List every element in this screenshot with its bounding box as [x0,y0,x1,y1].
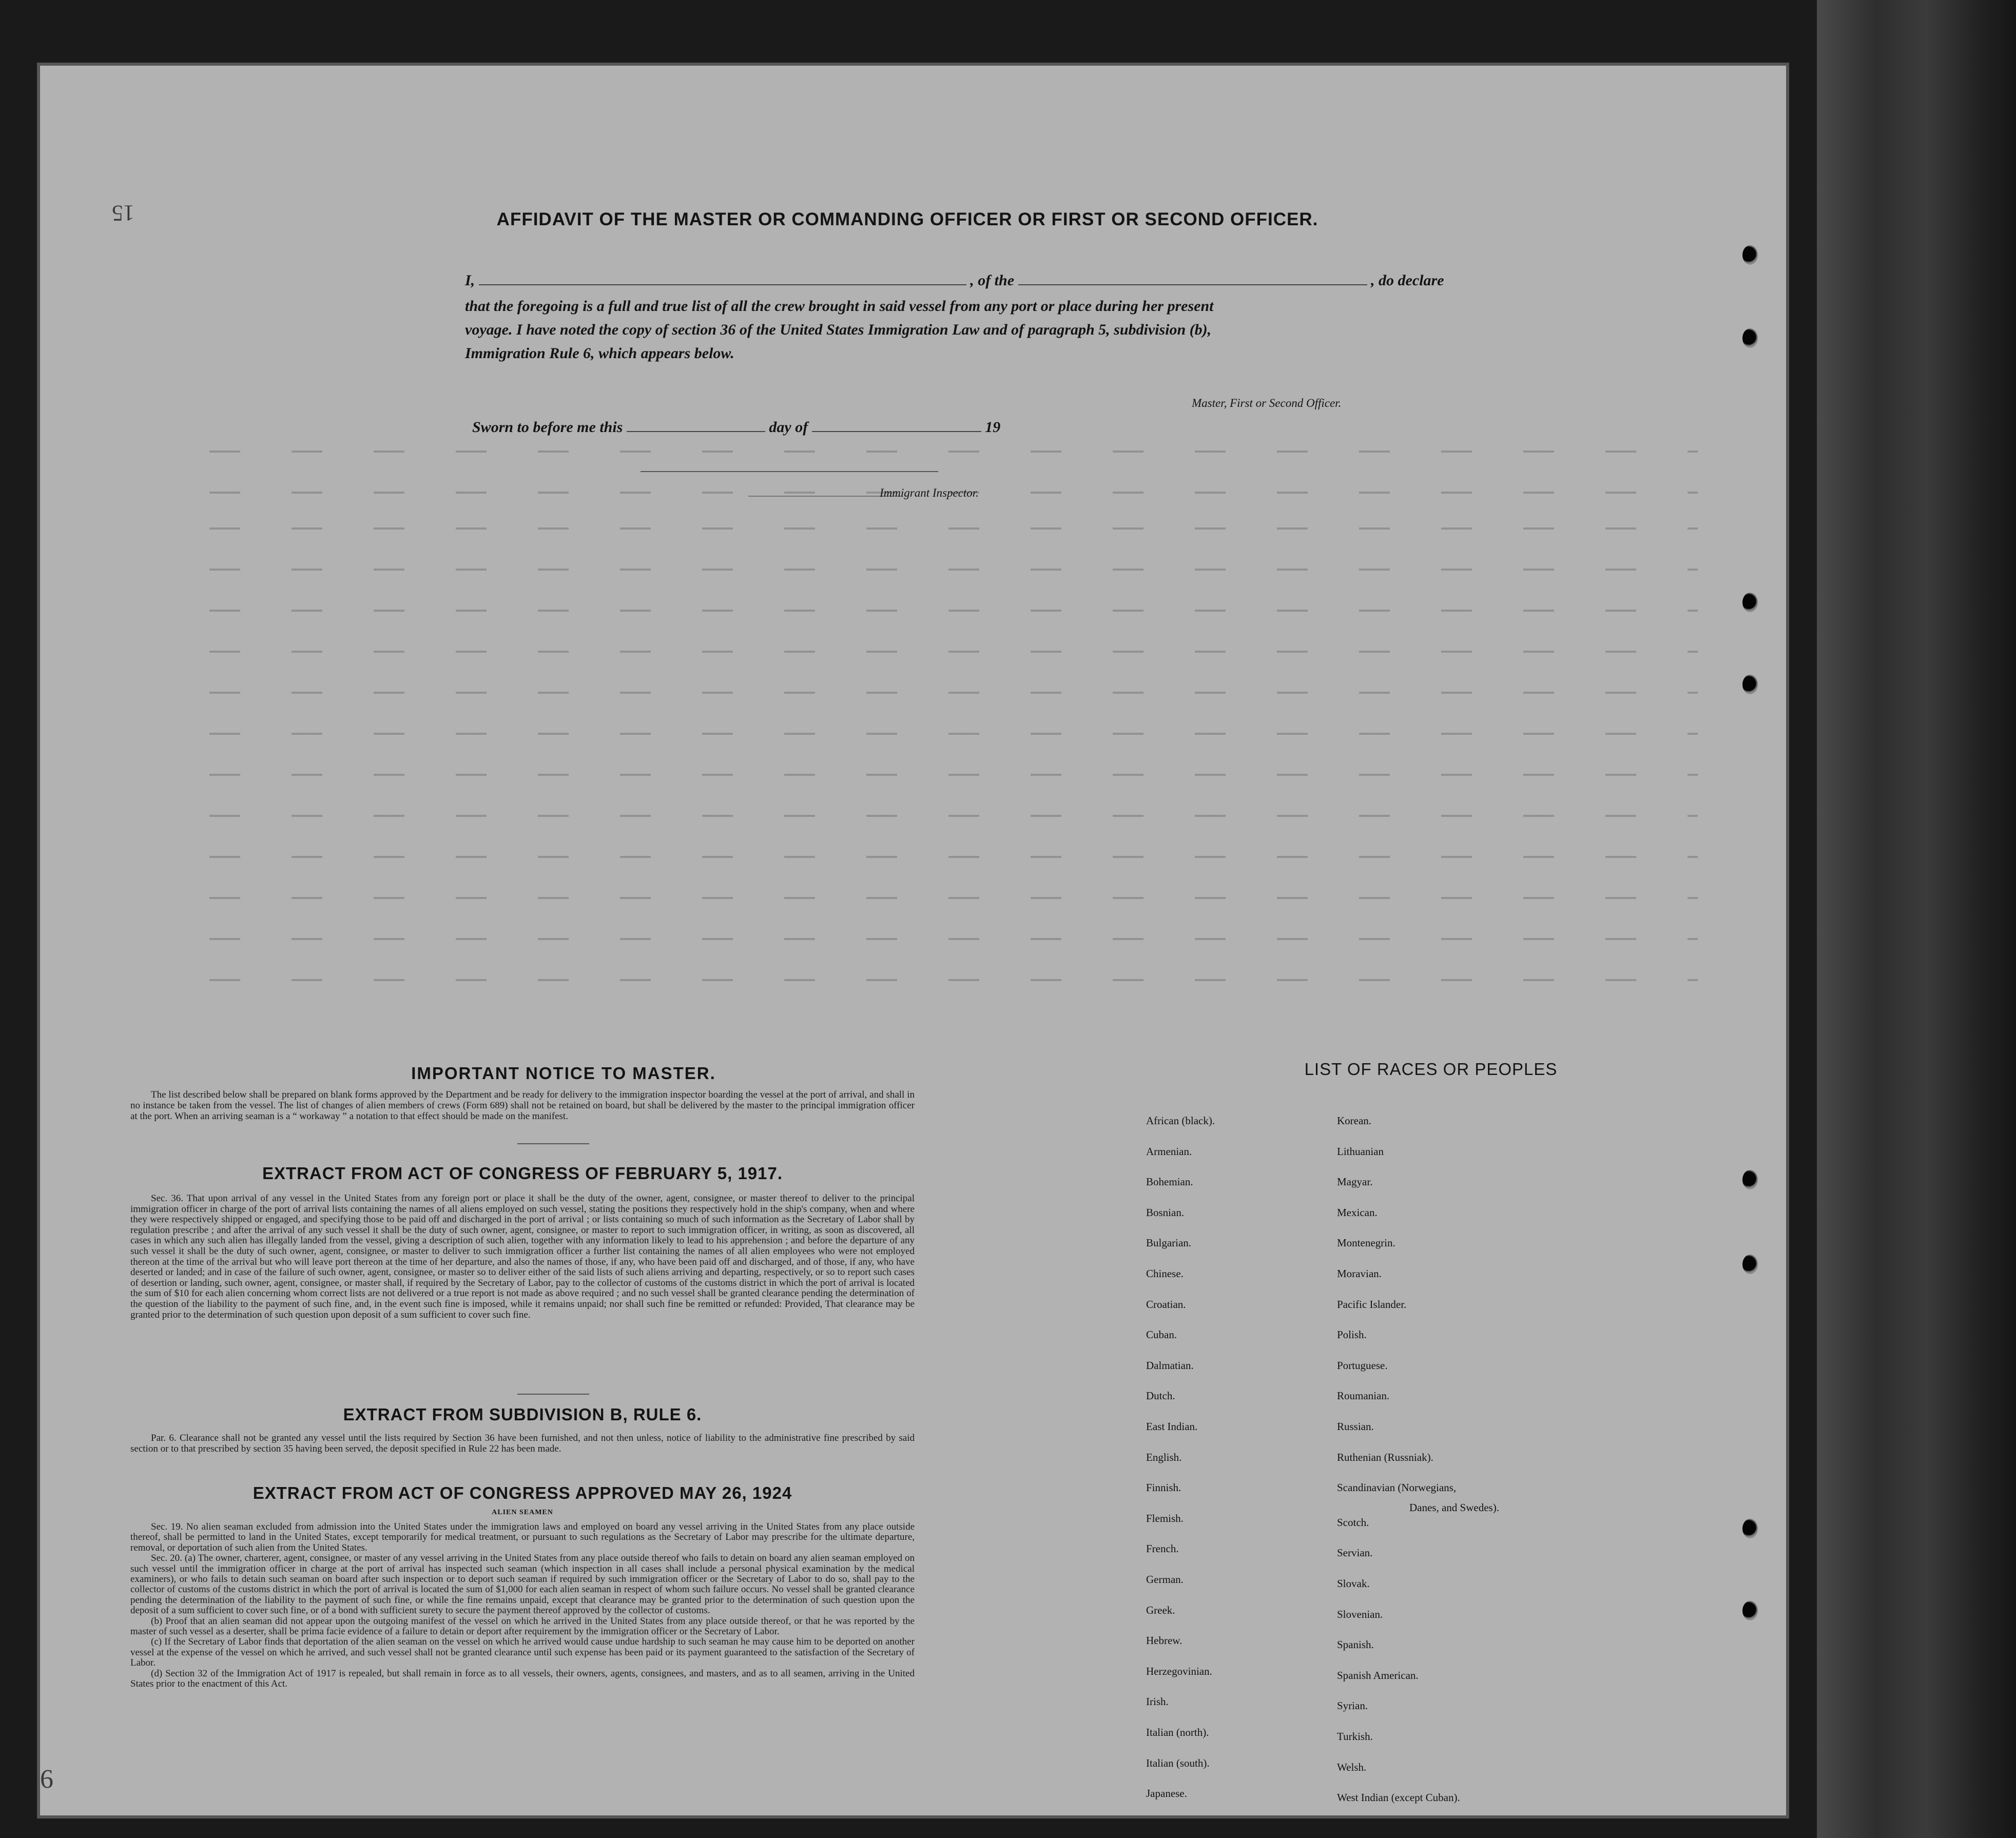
notice-text: The list described below shall be prepared on blank forms approved by the Department and be ready for delivery to the immigration inspector boarding the vessel at the port of arrival, and shall in no instance be taken from the vessel. The list of changes of alien members of crews (Form 689) shall not be retained on board, but shall be delivered by the master to the principal immigration officer at the port. When an arriving seaman is a “ workaway ” a notation to that effect should be made on the manifest. [130,1089,915,1122]
notice-title: IMPORTANT NOTICE TO MASTER. [411,1064,716,1083]
race-item: Roumanian. [1337,1390,1390,1402]
bleed-through-row [209,451,1698,453]
bleed-through-row [209,897,1698,899]
extract-1924-title: EXTRACT FROM ACT OF CONGRESS APPROVED MAY 26, 1924 [253,1483,792,1502]
name-blank [479,271,966,285]
race-item: German. [1146,1573,1184,1586]
race-item: Greek. [1146,1604,1175,1616]
affidavit-line-3: voyage. I have noted the copy of section 36 of the United States Immigration Law and of paragraph 5, subdivision (b), [465,321,1212,338]
extract-1924-body [130,1522,915,1690]
binder-hole [1742,593,1758,612]
bleed-through-row [209,938,1698,940]
race-item: Russian. [1337,1420,1374,1433]
race-item: Spanish American. [1337,1669,1419,1681]
sworn-year: 19 [985,419,1001,436]
affidavit-line-4: Immigration Rule 6, which appears below. [465,345,734,362]
race-item: Scotch. [1337,1516,1369,1529]
race-item: Hebrew. [1146,1634,1183,1647]
race-item: Chinese. [1146,1267,1184,1280]
sec-20b-text: (b) Proof that an alien seaman did not appear upon the outgoing manifest of the vessel on which he arrived in the United States from any place outside thereof, or that he was reported by the master of such vessel as a deserter, shall be prima facie evidence of a failure to detain or deport after requirement by the immigration officer or the Secretary of Labor. [130,1615,915,1637]
page-number-mark: 15 [112,201,134,226]
extract-rule6-title: EXTRACT FROM SUBDIVISION B, RULE 6. [343,1405,702,1424]
binder-hole [1742,1601,1758,1620]
bleed-through-row [209,692,1698,694]
binder-hole [1742,1519,1758,1538]
sworn-line [472,418,1000,436]
race-item: Slovak. [1337,1577,1370,1590]
extract-1917-title: EXTRACT FROM ACT OF CONGRESS OF FEBRUARY 5, 1917. [262,1164,783,1183]
divider [517,1143,589,1144]
race-item: Armenian. [1146,1145,1192,1158]
vessel-blank [1018,271,1367,285]
sworn-month-blank [812,418,981,432]
race-item: Italian (north). [1146,1726,1209,1738]
race-item: East Indian. [1146,1420,1198,1433]
manifest-sheet [40,66,1786,1815]
race-item: Lithuanian [1337,1145,1384,1158]
race-item: Scandinavian (Norwegians, [1337,1481,1457,1494]
race-item: Dutch. [1146,1390,1175,1402]
race-item: Turkish. [1337,1730,1373,1743]
binder-hole [1742,675,1758,694]
binder-hole [1742,1255,1758,1274]
race-item: English. [1146,1451,1182,1463]
race-item: Mexican. [1337,1206,1378,1219]
divider [517,1394,589,1395]
race-item: French. [1146,1542,1179,1555]
sworn-day-blank [627,418,765,432]
race-item: Portuguese. [1337,1359,1388,1372]
sec-20c-text: (c) If the Secretary of Labor finds that deportation of the alien seaman on the vessel on which he arrived would cause undue hardship to such seaman he may cause him to be deported on another vessel at the expense of the vessel on which he arrived, and such vessel shall not be granted clearance until such expense has been paid or its payment guaranteed to the satisfaction of the Secretary of Labor. [130,1636,915,1669]
race-item: Moravian. [1337,1267,1382,1280]
race-item: West Indian (except Cuban). [1337,1791,1460,1804]
corner-number-mark: 6 [40,1765,53,1794]
race-item: Montenegrin. [1337,1237,1395,1249]
bleed-through-row [209,733,1698,735]
bleed-through-row [209,815,1698,817]
bleed-through-row [209,979,1698,981]
inspector-dotted-line [748,496,902,497]
race-item: Croatian. [1146,1298,1186,1311]
bleed-through-row [209,856,1698,858]
race-item: Flemish. [1146,1512,1184,1524]
race-item: Korean. [1337,1114,1372,1127]
bleed-through-row [209,774,1698,776]
race-item: Pacific Islander. [1337,1298,1407,1311]
race-item: Magyar. [1337,1176,1373,1188]
race-item: Bohemian. [1146,1176,1193,1188]
race-item: Herzegovinian. [1146,1665,1212,1677]
affidavit-line-1 [465,271,1444,289]
affidavit-line-2: that the foregoing is a full and true list of all the crew brought in said vessel from any port or place during her present [465,298,1214,315]
bleed-through-row [209,527,1698,530]
binder-hole [1742,1170,1758,1189]
race-item: Syrian. [1337,1699,1368,1712]
bleed-through-row [209,569,1698,571]
race-item: Japanese. [1146,1787,1187,1800]
race-item: Spanish. [1337,1638,1374,1651]
extract-1924-subtitle: ALIEN SEAMEN [492,1509,553,1516]
race-item: Polish. [1337,1328,1367,1341]
affidavit-i: I, [465,272,475,289]
sworn-day-of: day of [769,419,808,436]
sworn-prefix: Sworn to before me this [472,419,623,436]
signer-label: Master, First or Second Officer. [1192,397,1342,409]
race-item: Dalmatian. [1146,1359,1194,1372]
inspector-signature-line [641,471,938,472]
race-item: Slovenian. [1337,1608,1383,1620]
binder-hole [1742,245,1758,265]
race-item: Finnish. [1146,1481,1181,1494]
bleed-through-row [209,651,1698,653]
race-item: Bosnian. [1146,1206,1185,1219]
race-item: Cuban. [1146,1328,1177,1341]
extract-rule6-text: Par. 6. Clearance shall not be granted any vessel until the lists required by Section 36 have been furnished, and not then unless, notice of liability to the administrative fine prescribed by said section or to that prescribed by section 35 having been served, the deposit specified in Rule 22 has been made. [130,1433,915,1454]
binder-hole [1742,328,1758,348]
affidavit-declare: , do declare [1371,272,1444,289]
sec-19-text: Sec. 19. No alien seaman excluded from admission into the United States under the immigration laws and employed on board any vessel arriving in the United States from any place outside thereof, shall be permitted to land in the United States, except temporarily for medical treatment, or pursuant to such regulations as the Secretary of Labor may prescribe for the ultimate departure, removal, or deportation of such alien from the United States. [130,1521,915,1553]
race-item: Italian (south). [1146,1756,1210,1769]
bleed-through-row [209,610,1698,612]
race-item: Irish. [1146,1695,1169,1708]
affidavit-of-the: , of the [970,272,1015,289]
sec-20a-text: Sec. 20. (a) The owner, charterer, agent, consignee, or master of any vessel arriving in the United States from any place outside thereof who fails to detain on board any alien seaman employed on such vessel until the immigration officer in charge at the port of arrival has inspected such seaman (which inspection in all cases shall include a personal physical examination by the medical examiners), or who fails to detain such seaman on board after such inspection or to deport such seaman if required by such immigration officer or the Secretary of Labor to do so, shall pay to the collector of customs of the customs district in which the port of arrival is located the sum of $1,000 for each alien seaman in respect of whom such failure occurs. No vessel shall be granted clearance pending the determination of the liability to the payment of such fine, or while the fine remains unpaid, except that clearance may be granted prior to the determination of such question upon the deposit of a sum sufficient to cover such fine, or of a bond with sufficient surety to secure the payment thereof approved by the collector of customs. [130,1553,915,1616]
race-item: Danes, and Swedes). [1409,1501,1499,1514]
sec-20d-text: (d) Section 32 of the Immigration Act of 1917 is repealed, but shall remain in force as to all vessels, their owners, agents, consignees, and masters, and as to all seamen, arriving in the United States prior to the enactment of this Act. [130,1668,915,1690]
races-title: LIST OF RACES OR PEOPLES [1304,1060,1558,1079]
race-item: Ruthenian (Russniak). [1337,1451,1433,1463]
inspector-label: Immigrant Inspector. [880,486,979,499]
race-item: Welsh. [1337,1761,1367,1773]
affidavit-title: AFFIDAVIT OF THE MASTER OR COMMANDING OFFICER OR FIRST OR SECOND OFFICER. [496,209,1319,229]
extract-1917-text: Sec. 36. That upon arrival of any vessel in the United States from any foreign port or place it shall be the duty of the owner, agent, consignee, or master thereof to deliver to the principal immigration officer in charge of the port of arrival lists containing the names of all aliens employed on such vessel, stating the positions they respectively hold in the ship's company, when and where they were respectively shipped or engaged, and specifying those to be paid off and discharged in the port of arrival ; or lists containing so much of such information as the Secretary of Labor shall by regulation prescribe ; and after the arrival of any such vessel it shall be the duty of such owner, agent, consignee, or master to report to such immigration officer, in writing, as soon as discovered, all cases in which any such alien has illegally landed from the vessel, giving a description of such alien, together with any information likely to lead to his apprehension ; and before the departure of any such vessel it shall be the duty of such owner, agent, consignee, or master to deliver to such immigration officer a further list containing the names of all alien employees who were not employed thereon at the time of the arrival but who will leave port thereon at the time of her departure, and also the names of those, if any, who have been paid off and discharged, and of those, if any, who have deserted or landed; and in case of the failure of such owner, agent, consignee, or master so to deliver either of the said lists of such aliens arriving and departing, respectively, or so to report such cases of desertion or landing, such owner, agent, consignee, or master shall, if required by the Secretary of Labor, pay to the collector of customs of the customs district in which the port of arrival is located the sum of $10 for each alien concerning whom correct lists are not delivered or a true report is not made as above required ; and no such vessel shall be granted clearance pending the determination of the question of the liability to the payment of such fine, and, in the event such fine is imposed, while it remains unpaid; nor shall such fine be remitted or refunded: Provided, That clearance may be granted prior to the determination of such question upon deposit of a sum sufficient to cover such fine. [130,1193,915,1320]
race-item: Bulgarian. [1146,1237,1192,1249]
race-item: Servian. [1337,1547,1373,1559]
race-item: African (black). [1146,1114,1215,1127]
scanner-edge [1817,0,2016,1838]
